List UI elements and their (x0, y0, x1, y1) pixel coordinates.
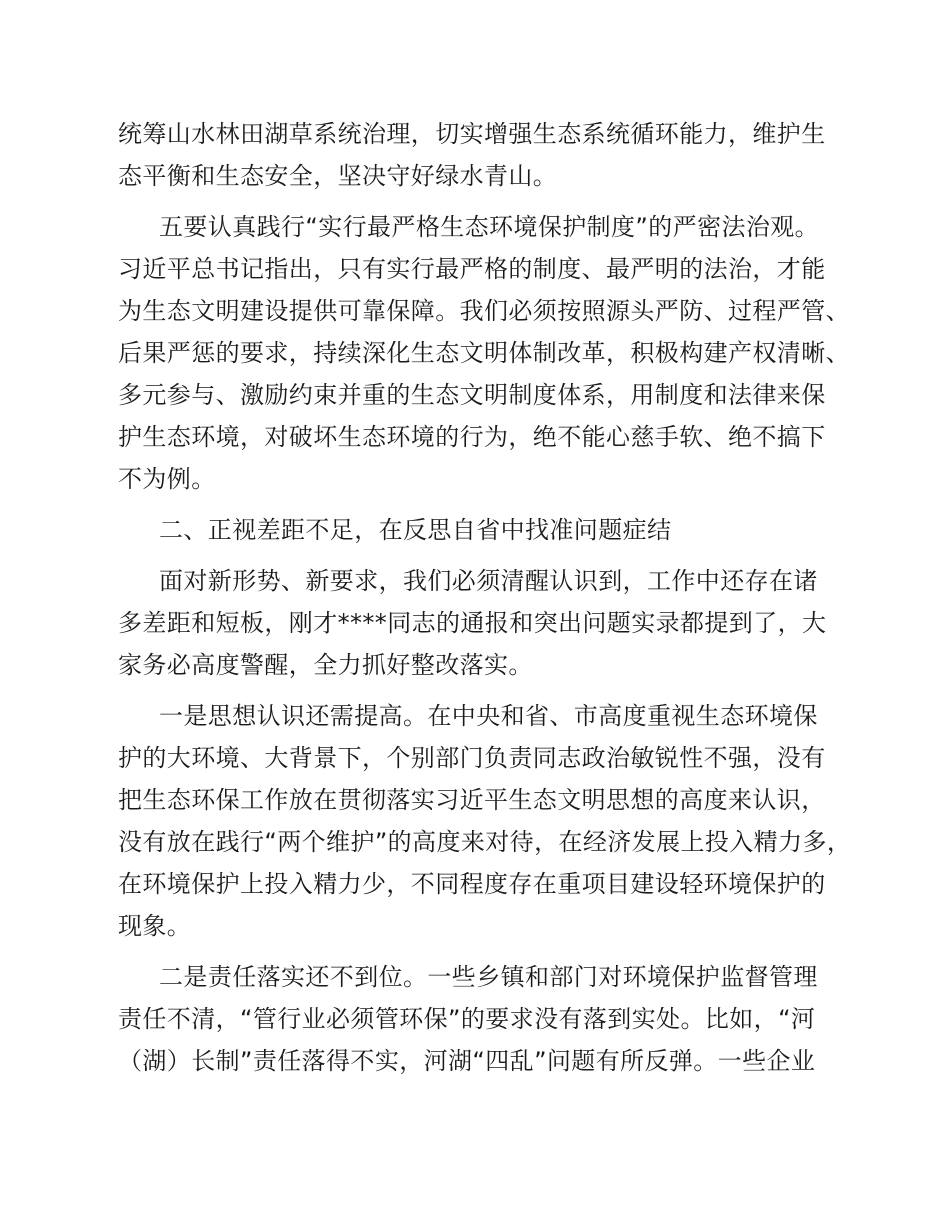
paragraph-5 (118, 956, 848, 1082)
section-heading (118, 509, 848, 551)
text-line: 现象。 (118, 912, 192, 940)
paragraph-1 (118, 113, 848, 197)
text-line: 为生态文明建设提供可靠保障。我们必须按照源头严防、过程严管、 (118, 297, 850, 325)
text-line: 在环境保护上投入精力少，不同程度存在重项目建设轻环境保护的 (118, 870, 826, 898)
paragraph-3 (118, 560, 848, 686)
text-line: 不为例。 (118, 465, 216, 493)
text-line: 护的大环境、大背景下，个别部门负责同志政治敏锐性不强，没有 (118, 744, 826, 772)
text-line: 责任不清，“管行业必须管环保”的要求没有落到实处。比如，“河 (118, 1005, 816, 1033)
text-line: 把生态环保工作放在贯彻落实习近平生态文明思想的高度来认识， (118, 786, 826, 814)
text-line: 面对新形势、新要求，我们必须清醒认识到，工作中还存在诸 (159, 567, 818, 595)
text-line: 后果严惩的要求，持续深化生态文明体制改革，积极构建产权清晰、 (118, 339, 850, 367)
text-line: 一是思想认识还需提高。在中央和省、市高度重视生态环境保 (159, 702, 818, 730)
text-line: 多元参与、激励约束并重的生态文明制度体系，用制度和法律来保 (118, 381, 826, 409)
document-body (118, 113, 852, 1091)
text-line: 二是责任落实还不到位。一些乡镇和部门对环境保护监督管理 (159, 963, 818, 991)
text-line: 五要认真践行“实行最严格生态环境保护制度”的严密法治观。 (159, 213, 820, 241)
text-line: 统筹山水林田湖草系统治理，切实增强生态系统循环能力，维护生 (118, 120, 826, 148)
text-line: 家务必高度警醒，全力抓好整改落实。 (118, 651, 533, 679)
text-line: 多差距和短板，刚才****同志的通报和突出问题实录都提到了，大 (118, 609, 827, 637)
text-line: 习近平总书记指出，只有实行最严格的制度、最严明的法治，才能 (118, 255, 826, 283)
paragraph-4 (118, 695, 852, 947)
text-line: 态平衡和生态安全，坚决守好绿水青山。 (118, 162, 558, 190)
text-line: 没有放在践行“两个维护”的高度来对待，在经济发展上投入精力多， (118, 828, 852, 856)
text-line: （湖）长制”责任落得不实，河湖“四乱”问题有所反弹。一些企业 (118, 1047, 816, 1075)
text-line: 护生态环境，对破坏生态环境的行为，绝不能心慈手软、绝不搞下 (118, 423, 826, 451)
heading-text: 二、正视差距不足，在反思自省中找准问题症结 (159, 516, 672, 544)
paragraph-2 (118, 206, 848, 500)
